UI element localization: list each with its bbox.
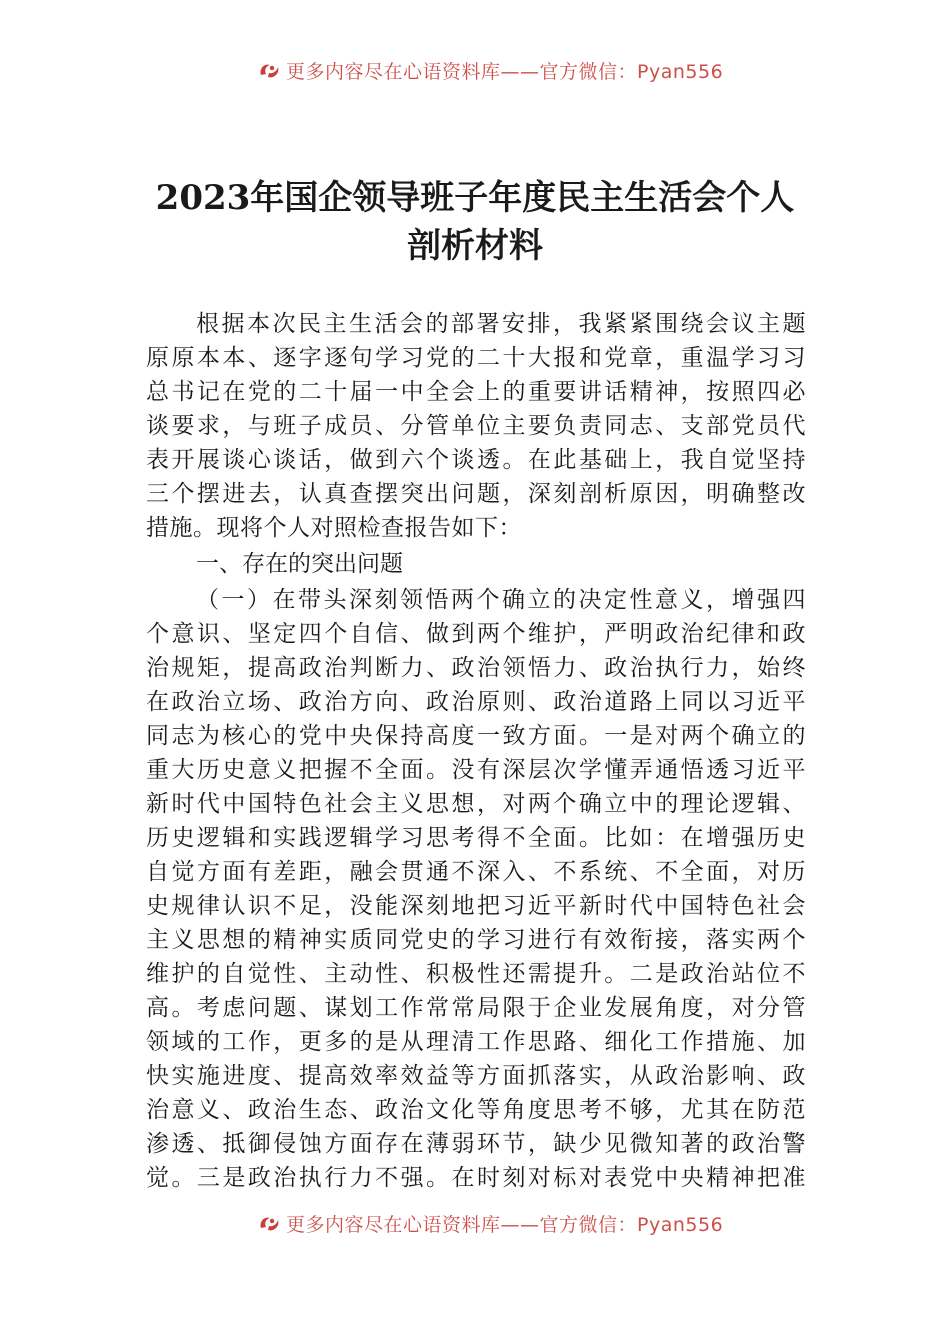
paragraph-line: 史规律认识不足，没能深刻地把习近平新时代中国特色社会 <box>146 893 806 919</box>
document-title-line-2: 剖析材料 <box>407 226 543 266</box>
watermark-top <box>258 58 758 82</box>
paragraph-line: 谈要求，与班子成员、分管单位主要负责同志、支部党员代 <box>146 413 806 439</box>
watermark-logo-icon <box>258 59 282 81</box>
paragraph-line: 根据本次民主生活会的部署安排，我紧紧围绕会议主题 <box>196 311 806 337</box>
document-title-line-1: 2023年国企领导班子年度民主生活会个人 <box>155 178 795 218</box>
paragraph-line: 快实施进度、提高效率效益等方面抓落实，从政治影响、政 <box>146 1063 806 1089</box>
watermark-logo-icon <box>258 1212 282 1234</box>
watermark-bottom <box>258 1211 758 1235</box>
section-heading: 一、存在的突出问题 <box>196 551 403 577</box>
paragraph-line: 自觉方面有差距，融会贯通不深入、不系统、不全面，对历 <box>146 859 806 885</box>
paragraph-line: 个意识、坚定四个自信、做到两个维护，严明政治纪律和政 <box>146 621 806 647</box>
paragraph-line: 主义思想的精神实质同党史的学习进行有效衔接，落实两个 <box>146 927 806 953</box>
paragraph-line: 历史逻辑和实践逻辑学习思考得不全面。比如：在增强历史 <box>146 825 806 851</box>
paragraph-line: 措施。现将个人对照检查报告如下： <box>146 515 522 541</box>
paragraph-line: 表开展谈心谈话，做到六个谈透。在此基础上，我自觉坚持 <box>146 447 806 473</box>
paragraph-line: 在政治立场、政治方向、政治原则、政治道路上同以习近平 <box>146 689 806 715</box>
paragraph-line: 总书记在党的二十届一中全会上的重要讲话精神，按照四必 <box>146 379 806 405</box>
paragraph-line: 维护的自觉性、主动性、积极性还需提升。二是政治站位不 <box>146 961 806 987</box>
paragraph-line: 治意义、政治生态、政治文化等角度思考不够，尤其在防范 <box>146 1097 806 1123</box>
paragraph-line: 高。考虑问题、谋划工作常常局限于企业发展角度，对分管 <box>146 995 806 1021</box>
watermark-text: 更多内容尽在心语资料库——官方微信：Pyan556 <box>286 1213 724 1235</box>
paragraph-line: 三个摆进去，认真查摆突出问题，深刻剖析原因，明确整改 <box>146 481 806 507</box>
paragraph-line: 渗透、抵御侵蚀方面存在薄弱环节，缺少见微知著的政治警 <box>146 1131 806 1157</box>
paragraph-line: （一）在带头深刻领悟两个确立的决定性意义，增强四 <box>196 587 806 613</box>
paragraph-line: 新时代中国特色社会主义思想，对两个确立中的理论逻辑、 <box>146 791 806 817</box>
paragraph-line: 同志为核心的党中央保持高度一致方面。一是对两个确立的 <box>146 723 806 749</box>
paragraph-line: 觉。三是政治执行力不强。在时刻对标对表党中央精神把准 <box>146 1165 806 1191</box>
paragraph-line: 治规矩，提高政治判断力、政治领悟力、政治执行力，始终 <box>146 655 806 681</box>
paragraph-line: 重大历史意义把握不全面。没有深层次学懂弄通悟透习近平 <box>146 757 806 783</box>
watermark-text: 更多内容尽在心语资料库——官方微信：Pyan556 <box>286 60 724 82</box>
paragraph-line: 领域的工作，更多的是从理清工作思路、细化工作措施、加 <box>146 1029 806 1055</box>
paragraph-line: 原原本本、逐字逐句学习党的二十大报和党章，重温学习习 <box>146 345 806 371</box>
